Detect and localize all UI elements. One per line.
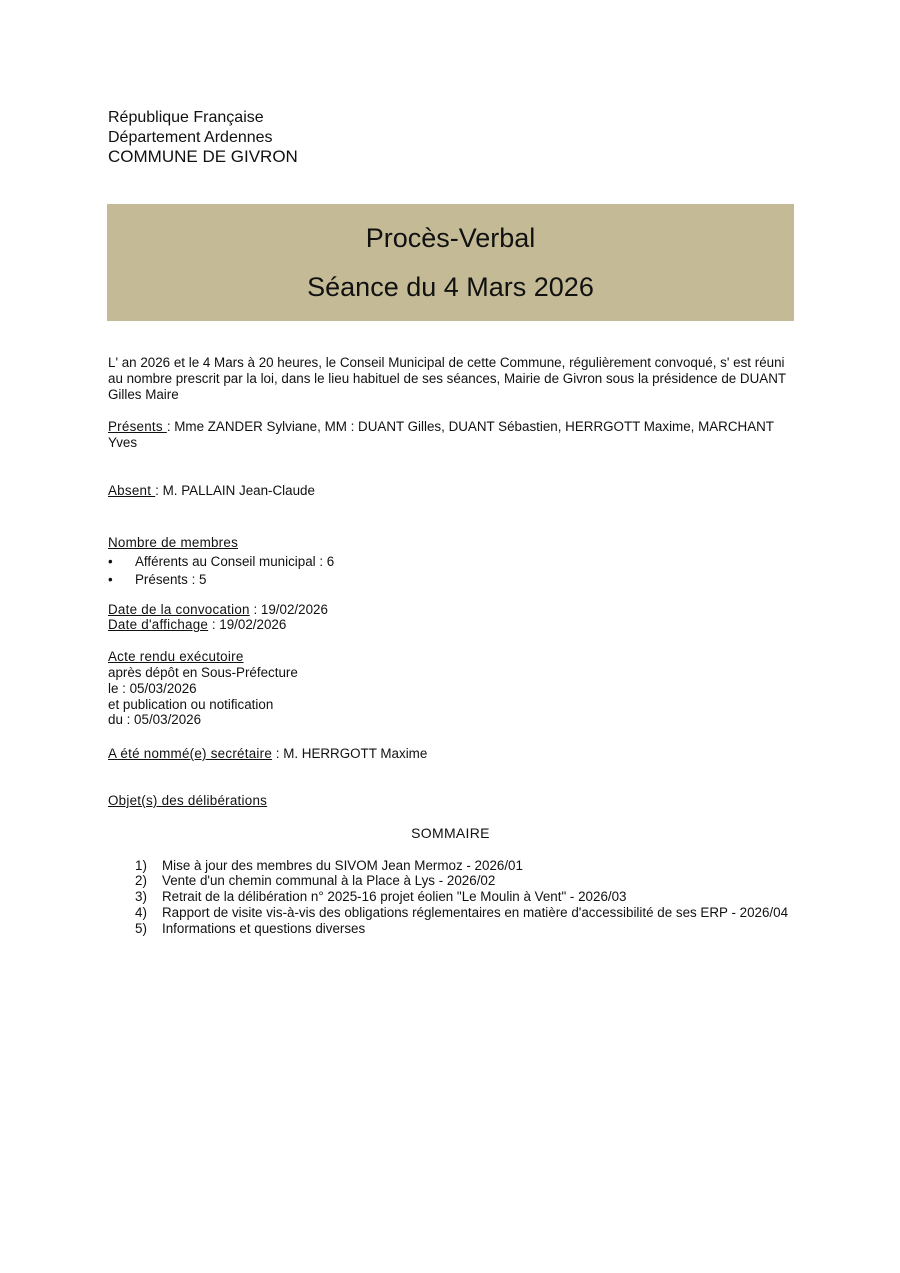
membres-list: [108, 553, 793, 590]
membres-item-afferents: Afférents au Conseil municipal : 6: [135, 553, 335, 569]
item-number: 1): [135, 857, 147, 873]
executoire-line-1: après dépôt en Sous-Préfecture: [108, 664, 298, 680]
membres-item-presents: Présents : 5: [135, 572, 207, 588]
convocation-value: : 19/02/2026: [249, 601, 328, 617]
document-title: Procès-Verbal: [365, 223, 536, 253]
secretaire-label: A été nommé(e) secrétaire: [108, 746, 273, 762]
absent-value: : M. PALLAIN Jean-Claude: [155, 482, 315, 498]
item-text: Rapport de visite vis-à-vis des obligations réglementaires en matière d'accessibilité de ses ERP - 2026/04: [162, 904, 789, 920]
convocation-label: Date de la convocation: [108, 601, 250, 617]
item-number: 2): [135, 873, 147, 889]
sommaire-title: SOMMAIRE: [411, 824, 490, 841]
list-item: [108, 905, 793, 921]
list-item: [108, 858, 793, 874]
item-text: Retrait de la délibération n° 2025-16 projet éolien "Le Moulin à Vent" - 2026/03: [162, 889, 627, 905]
document-body: [108, 355, 793, 937]
objets-label: Objet(s) des délibérations: [108, 792, 268, 808]
affichage-value: : 19/02/2026: [208, 617, 287, 633]
item-text: Informations et questions diverses: [162, 920, 366, 936]
convocation-line: [108, 602, 793, 618]
affichage-line: [108, 617, 793, 633]
list-item: [108, 921, 793, 937]
objets-heading: [108, 793, 793, 809]
absent-paragraph: [108, 483, 793, 499]
letterhead: [108, 108, 298, 167]
executoire-line-3: et publication ou notification: [108, 696, 274, 712]
list-item: [108, 571, 793, 590]
session-date-title: Séance du 4 Mars 2026: [307, 272, 594, 302]
intro-paragraph: L' an 2026 et le 4 Mars à 20 heures, le Conseil Municipal de cette Commune, régulièrement convoqué, s' est réuni au nombre prescrit par la loi, dans le lieu habituel de ses séances, Mairie de Givron sous la présidence de DUANT Gilles Maire: [108, 355, 786, 402]
executoire-label: Acte rendu exécutoire: [108, 649, 244, 665]
presents-paragraph: [108, 419, 793, 451]
list-item: [108, 553, 793, 572]
secretaire-value: : M. HERRGOTT Maxime: [272, 746, 428, 762]
presents-value: : Mme ZANDER Sylviane, MM : DUANT Gilles, DUANT Sébastien, HERRGOTT Maxime, MARCHANT Yves: [108, 419, 774, 451]
commune-line: COMMUNE DE GIVRON: [108, 147, 298, 166]
membres-label: Nombre de membres: [108, 534, 239, 550]
item-text: Mise à jour des membres du SIVOM Jean Mermoz - 2026/01: [162, 857, 523, 873]
department-line: Département Ardennes: [108, 128, 273, 146]
sommaire-list: [108, 858, 793, 937]
item-number: 3): [135, 889, 147, 905]
affichage-label: Date d'affichage: [108, 617, 209, 633]
bullet-icon: •: [108, 553, 113, 569]
executoire-line-2: le : 05/03/2026: [108, 680, 197, 696]
presents-label: Présents: [108, 419, 167, 435]
secretaire-line: [108, 746, 793, 762]
executoire-heading: [108, 649, 793, 665]
item-number: 5): [135, 920, 147, 936]
membres-heading: [108, 535, 793, 551]
republic-line: République Française: [108, 109, 264, 126]
item-text: Vente d'un chemin communal à la Place à Lys - 2026/02: [162, 873, 496, 889]
list-item: [108, 873, 793, 889]
title-banner: [107, 204, 794, 321]
executoire-line-4: du : 05/03/2026: [108, 712, 202, 728]
absent-label: Absent: [108, 482, 156, 498]
item-number: 4): [135, 904, 147, 920]
list-item: [108, 889, 793, 905]
bullet-icon: •: [108, 572, 113, 588]
